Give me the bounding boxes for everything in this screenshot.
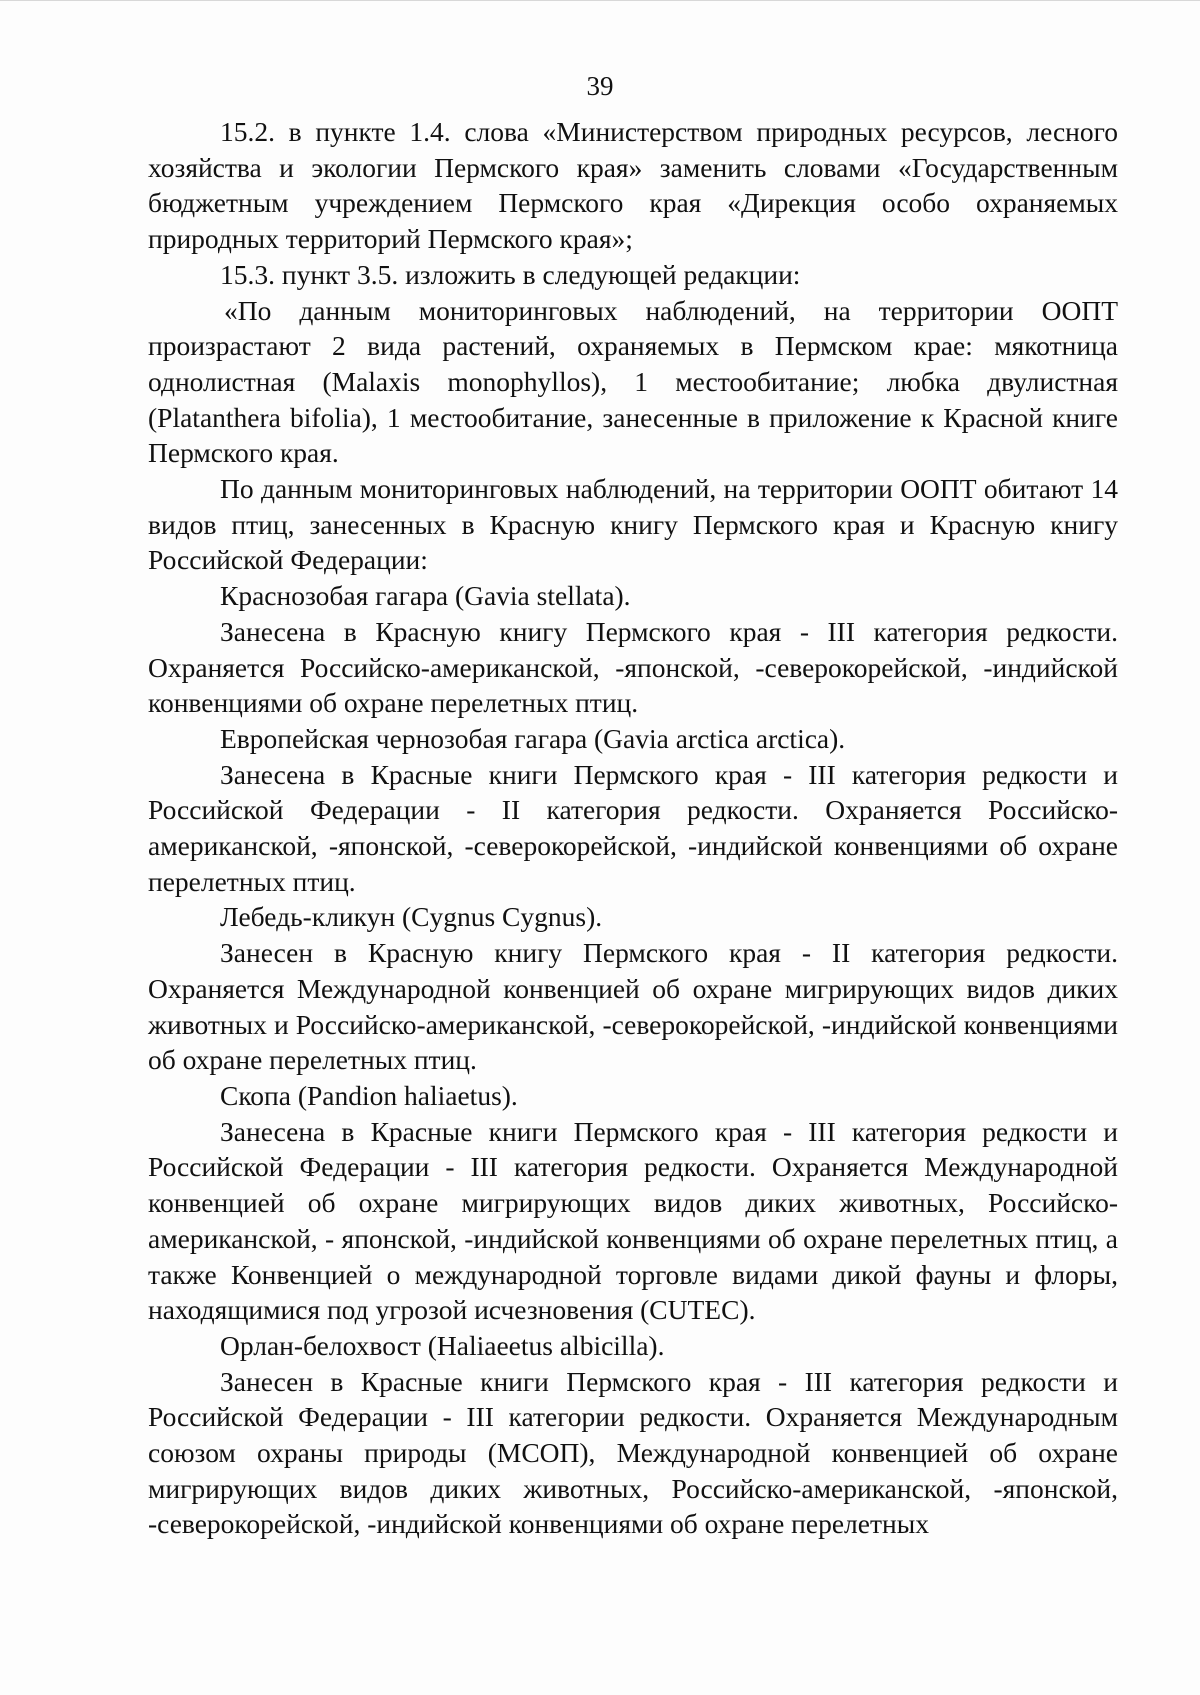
species-heading: Скопа (Pandion haliaetus). xyxy=(220,1079,518,1111)
paragraph-birds-intro: По данным мониторинговых наблюдений, на территории ООПТ обитают 14 видов птиц, занесенных в Красную книгу Пермского края и Красную книгу Российской Федерации: xyxy=(148,473,1118,576)
species-heading: Лебедь-кликун (Cygnus Cygnus). xyxy=(220,901,603,933)
species-heading: Краснозобая гагара (Gavia stellata). xyxy=(220,580,631,612)
paragraph-plants: «По данным мониторинговых наблюдений, на территории ООПТ произрастают 2 вида растений, охраняемых в Пермском крае: мякотница однолистная (Malaxis monophyllos), 1 местообитание; любка двулистная (Platanthera bifolia), 1 местообитание, занесенные в приложение к Красной книге Пермского края. xyxy=(148,294,1118,469)
species-description: Занесена в Красные книги Пермского края - III категория редкости и Российской Федерации - III категория редкости. Охраняется Международной конвенцией об охране мигрирующих видов диких животных, Российско-американской, - японской, -индийской конвенциями об охране перелетных птиц, а также Конвенцией о международной торговле видами дикой фауны и флоры, находящимися под угрозой исчезновения (CUTEC). xyxy=(148,1115,1118,1326)
species-description: Занесен в Красные книги Пермского края - III категория редкости и Российской Федерации - III категории редкости. Охраняется Международным союзом охраны природы (МСОП), Международной конвенцией об охране мигрирующих видов диких животных, Российско-американской, -японской, -северокорейской, -индийской конвенциями об охране перелетных xyxy=(148,1365,1118,1540)
species-heading: Орлан-белохвост (Haliaeetus albicilla). xyxy=(220,1329,665,1361)
species-heading: Европейская чернозобая гагара (Gavia arctica arctica). xyxy=(220,722,846,754)
paragraph-15-2: 15.2. в пункте 1.4. слова «Министерством природных ресурсов, лесного хозяйства и экологии Пермского края» заменить словами «Государственным бюджетным учреждением Пермского края «Дирекция особо охраняемых природных территорий Пермского края»; xyxy=(148,116,1118,255)
document-body xyxy=(148,114,1118,1542)
page-number: 39 xyxy=(586,71,614,101)
paragraph-15-3: 15.3. пункт 3.5. изложить в следующей редакции: xyxy=(220,258,801,290)
species-description: Занесена в Красные книги Пермского края - III категория редкости и Российской Федерации - II категория редкости. Охраняется Российско-американской, -японской, -северокорейской, -индийской конвенциями об охране перелетных птиц. xyxy=(148,758,1118,897)
species-description: Занесен в Красную книгу Пермского края - II категория редкости. Охраняется Международной конвенцией об охране мигрирующих видов диких животных и Российско-американской, -северокорейской, -индийской конвенциями об охране перелетных птиц. xyxy=(148,937,1118,1076)
species-description: Занесена в Красную книгу Пермского края - III категория редкости. Охраняется Российско-американской, -японской, -северокорейской, -индийской конвенциями об охране перелетных птиц. xyxy=(148,615,1118,719)
